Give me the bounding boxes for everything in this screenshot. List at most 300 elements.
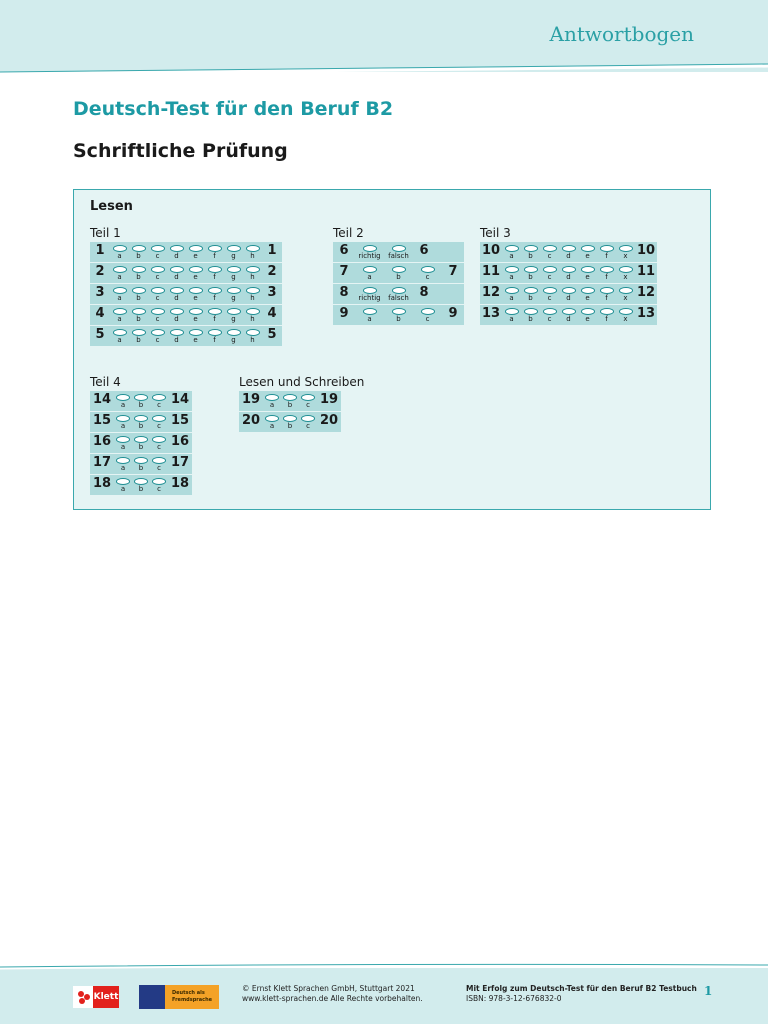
- answer-option[interactable]: [521, 284, 540, 303]
- answer-bubble[interactable]: [246, 329, 260, 336]
- answer-option[interactable]: [384, 242, 413, 261]
- answer-option[interactable]: [559, 242, 578, 261]
- answer-bubble[interactable]: [170, 266, 184, 273]
- answer-option[interactable]: [132, 412, 150, 431]
- answer-bubble[interactable]: [132, 308, 146, 315]
- option-label: c: [155, 294, 160, 302]
- option-label: c: [157, 443, 161, 451]
- answer-bubble[interactable]: [113, 266, 127, 273]
- option-label: c: [157, 485, 161, 493]
- answer-bubble[interactable]: [392, 287, 406, 294]
- answer-bubble[interactable]: [189, 329, 203, 336]
- answer-option[interactable]: [150, 454, 168, 473]
- answer-option[interactable]: [597, 305, 616, 324]
- answer-option[interactable]: [150, 412, 168, 431]
- answer-option[interactable]: [167, 242, 186, 261]
- answer-bubble[interactable]: [619, 245, 633, 252]
- answer-option[interactable]: [384, 284, 413, 303]
- answer-bubble[interactable]: [134, 457, 148, 464]
- answer-option[interactable]: [413, 263, 442, 282]
- answer-bubble[interactable]: [619, 287, 633, 294]
- option-label: a: [117, 294, 122, 302]
- answer-bubble[interactable]: [619, 266, 633, 273]
- answer-option[interactable]: [540, 284, 559, 303]
- answer-option[interactable]: [616, 263, 635, 282]
- answer-option[interactable]: [281, 391, 299, 410]
- answer-option[interactable]: [263, 391, 281, 410]
- answer-bubble[interactable]: [524, 287, 538, 294]
- answer-option[interactable]: [243, 242, 262, 261]
- answer-option[interactable]: [205, 305, 224, 324]
- option-label: c: [155, 315, 160, 323]
- option-label: e: [193, 294, 198, 302]
- answer-bubble[interactable]: [116, 415, 130, 422]
- option-label: c: [155, 252, 160, 260]
- item-number: 10: [636, 243, 656, 258]
- answer-bubble[interactable]: [208, 245, 222, 252]
- answer-bubble[interactable]: [600, 266, 614, 273]
- option-label: a: [117, 336, 122, 344]
- option-label: b: [136, 252, 141, 260]
- answer-row: [90, 284, 282, 304]
- answer-bubble[interactable]: [227, 245, 241, 252]
- option-label: c: [306, 422, 310, 430]
- answer-bubble[interactable]: [301, 415, 315, 422]
- answer-option[interactable]: [114, 454, 132, 473]
- answer-bubble[interactable]: [227, 287, 241, 294]
- item-number: 2: [95, 264, 105, 279]
- answer-option[interactable]: [114, 433, 132, 452]
- answer-option[interactable]: [186, 284, 205, 303]
- answer-bubble[interactable]: [170, 308, 184, 315]
- answer-bubble[interactable]: [562, 308, 576, 315]
- answer-option[interactable]: [148, 242, 167, 261]
- answer-bubble[interactable]: [132, 329, 146, 336]
- answer-option[interactable]: [110, 284, 129, 303]
- answer-option[interactable]: [578, 284, 597, 303]
- page-title: Deutsch-Test für den Beruf B2: [73, 98, 394, 120]
- answer-row: [90, 433, 192, 453]
- part-label: Teil 2: [333, 226, 364, 240]
- answer-option[interactable]: [186, 305, 205, 324]
- option-label: f: [605, 294, 608, 302]
- option-label: h: [250, 273, 255, 281]
- answer-row: [480, 263, 657, 283]
- answer-option[interactable]: [355, 284, 384, 303]
- answer-option[interactable]: [578, 305, 597, 324]
- answer-option[interactable]: [150, 391, 168, 410]
- answer-option[interactable]: [186, 326, 205, 345]
- answer-bubble[interactable]: [421, 308, 435, 315]
- answer-bubble[interactable]: [170, 329, 184, 336]
- answer-option[interactable]: [355, 263, 384, 282]
- answer-bubble[interactable]: [600, 287, 614, 294]
- answer-option[interactable]: [129, 263, 148, 282]
- item-number: 13: [481, 306, 501, 321]
- option-label: falsch: [388, 294, 409, 302]
- option-label: d: [174, 273, 179, 281]
- answer-bubble[interactable]: [208, 329, 222, 336]
- answer-bubble[interactable]: [227, 266, 241, 273]
- answer-bubble[interactable]: [170, 245, 184, 252]
- answer-bubble[interactable]: [246, 308, 260, 315]
- answer-bubble[interactable]: [152, 415, 166, 422]
- answer-bubble[interactable]: [151, 245, 165, 252]
- item-number: 19: [319, 392, 339, 407]
- answer-option[interactable]: [150, 475, 168, 494]
- answer-bubble[interactable]: [113, 245, 127, 252]
- answer-bubble[interactable]: [132, 266, 146, 273]
- option-label: d: [174, 336, 179, 344]
- answer-options: [114, 391, 168, 410]
- answer-option[interactable]: [597, 242, 616, 261]
- option-label: b: [138, 401, 144, 409]
- answer-option[interactable]: [205, 326, 224, 345]
- answer-bubble[interactable]: [134, 436, 148, 443]
- answer-options: [263, 412, 317, 431]
- item-number: 16: [92, 434, 112, 449]
- answer-option[interactable]: [167, 284, 186, 303]
- answer-option[interactable]: [384, 263, 413, 282]
- answer-bubble[interactable]: [116, 478, 130, 485]
- footer-divider: [0, 960, 768, 972]
- item-number: 15: [92, 413, 112, 428]
- option-label: b: [528, 294, 533, 302]
- option-label: b: [138, 464, 144, 472]
- answer-option[interactable]: [186, 263, 205, 282]
- answer-bubble[interactable]: [581, 287, 595, 294]
- answer-option[interactable]: [110, 326, 129, 345]
- option-label: a: [367, 315, 372, 323]
- answer-bubble[interactable]: [152, 394, 166, 401]
- answer-option[interactable]: [263, 412, 281, 431]
- answer-bubble[interactable]: [151, 266, 165, 273]
- section-title: Antwortbogen: [549, 22, 694, 46]
- option-label: c: [547, 252, 552, 260]
- answer-option[interactable]: [148, 263, 167, 282]
- answer-bubble[interactable]: [524, 266, 538, 273]
- answer-option[interactable]: [114, 475, 132, 494]
- item-number: 19: [241, 392, 261, 407]
- answer-option[interactable]: [559, 263, 578, 282]
- answer-bubble[interactable]: [562, 245, 576, 252]
- answer-option[interactable]: [521, 263, 540, 282]
- daf-logo: [139, 985, 219, 1009]
- answer-bubble[interactable]: [301, 394, 315, 401]
- option-label: e: [585, 315, 590, 323]
- option-label: a: [509, 315, 514, 323]
- option-label: a: [120, 401, 126, 409]
- answer-option[interactable]: [597, 263, 616, 282]
- answer-options: [114, 454, 168, 473]
- option-label: d: [566, 252, 571, 260]
- option-label: richtig: [358, 252, 381, 260]
- answer-option[interactable]: [355, 305, 384, 324]
- answer-option[interactable]: [540, 305, 559, 324]
- option-label: f: [605, 315, 608, 323]
- answer-option[interactable]: [540, 242, 559, 261]
- option-label: b: [136, 336, 141, 344]
- answer-bubble[interactable]: [116, 394, 130, 401]
- option-label: b: [528, 315, 533, 323]
- answer-option[interactable]: [243, 305, 262, 324]
- answer-bubble[interactable]: [283, 394, 297, 401]
- answer-bubble[interactable]: [505, 308, 519, 315]
- answer-row: [90, 305, 282, 325]
- answer-row: [239, 391, 341, 411]
- answer-option[interactable]: [224, 305, 243, 324]
- answer-option[interactable]: [129, 284, 148, 303]
- answer-bubble[interactable]: [363, 245, 377, 252]
- answer-option[interactable]: [502, 242, 521, 261]
- answer-option[interactable]: [205, 284, 224, 303]
- option-label: b: [287, 422, 293, 430]
- answer-option[interactable]: [502, 263, 521, 282]
- option-label: a: [120, 485, 126, 493]
- answer-bubble[interactable]: [113, 287, 127, 294]
- option-label: a: [120, 464, 126, 472]
- option-label: d: [174, 315, 179, 323]
- item-number: 8: [419, 285, 429, 300]
- option-label: e: [585, 273, 590, 281]
- answer-option[interactable]: [559, 305, 578, 324]
- option-label: c: [155, 273, 160, 281]
- answer-bubble[interactable]: [189, 266, 203, 273]
- answer-option[interactable]: [299, 391, 317, 410]
- answer-bubble[interactable]: [152, 457, 166, 464]
- option-label: e: [193, 336, 198, 344]
- option-label: a: [117, 252, 122, 260]
- answer-row: [480, 242, 657, 262]
- answer-bubble[interactable]: [134, 478, 148, 485]
- answer-option[interactable]: [114, 391, 132, 410]
- answer-option[interactable]: [148, 284, 167, 303]
- answer-options: [355, 242, 413, 261]
- answer-option[interactable]: [224, 242, 243, 261]
- answer-options: [502, 242, 635, 261]
- answer-row: [239, 412, 341, 432]
- answer-option[interactable]: [132, 391, 150, 410]
- answer-option[interactable]: [243, 326, 262, 345]
- option-label: b: [396, 273, 401, 281]
- option-label: b: [136, 273, 141, 281]
- answer-bubble[interactable]: [208, 308, 222, 315]
- answer-bubble[interactable]: [208, 287, 222, 294]
- answer-option[interactable]: [616, 284, 635, 303]
- daf-logo-line: Deutsch als: [172, 990, 205, 996]
- answer-bubble[interactable]: [246, 245, 260, 252]
- answer-bubble[interactable]: [132, 245, 146, 252]
- answer-bubble[interactable]: [581, 308, 595, 315]
- answer-bubble[interactable]: [265, 394, 279, 401]
- option-label: g: [231, 336, 236, 344]
- answer-option[interactable]: [502, 305, 521, 324]
- klett-mark-icon: [75, 988, 93, 1006]
- answer-bubble[interactable]: [113, 308, 127, 315]
- answer-bubble[interactable]: [151, 287, 165, 294]
- option-label: h: [250, 336, 255, 344]
- answer-bubble[interactable]: [392, 308, 406, 315]
- option-label: h: [250, 252, 255, 260]
- option-label: falsch: [388, 252, 409, 260]
- option-label: b: [528, 273, 533, 281]
- item-number: 8: [339, 285, 349, 300]
- answer-bubble[interactable]: [116, 457, 130, 464]
- answer-bubble[interactable]: [152, 478, 166, 485]
- item-number: 15: [170, 413, 190, 428]
- answer-bubble[interactable]: [227, 329, 241, 336]
- answer-bubble[interactable]: [227, 308, 241, 315]
- answer-bubble[interactable]: [543, 287, 557, 294]
- answer-bubble[interactable]: [392, 266, 406, 273]
- answer-bubble[interactable]: [246, 287, 260, 294]
- answer-option[interactable]: [186, 242, 205, 261]
- answer-bubble[interactable]: [392, 245, 406, 252]
- answer-bubble[interactable]: [113, 329, 127, 336]
- option-label: a: [117, 273, 122, 281]
- answer-option[interactable]: [167, 305, 186, 324]
- answer-option[interactable]: [167, 326, 186, 345]
- answer-bubble[interactable]: [283, 415, 297, 422]
- answer-option[interactable]: [132, 475, 150, 494]
- part-rows: [90, 391, 192, 496]
- answer-bubble[interactable]: [524, 245, 538, 252]
- answer-option[interactable]: [597, 284, 616, 303]
- answer-bubble[interactable]: [152, 436, 166, 443]
- answer-options: [502, 284, 635, 303]
- answer-option[interactable]: [148, 326, 167, 345]
- answer-option[interactable]: [110, 242, 129, 261]
- answer-bubble[interactable]: [265, 415, 279, 422]
- item-number: 14: [170, 392, 190, 407]
- answer-bubble[interactable]: [363, 308, 377, 315]
- answer-option[interactable]: [243, 263, 262, 282]
- answer-bubble[interactable]: [581, 245, 595, 252]
- daf-logo-mark: [139, 985, 165, 1009]
- answer-option[interactable]: [521, 305, 540, 324]
- option-label: b: [528, 252, 533, 260]
- answer-bubble[interactable]: [562, 266, 576, 273]
- page-subtitle: Schriftliche Prüfung: [73, 140, 288, 162]
- answer-row: [90, 263, 282, 283]
- answer-option[interactable]: [110, 263, 129, 282]
- answer-option[interactable]: [224, 326, 243, 345]
- item-number: 7: [448, 264, 458, 279]
- answer-options: [355, 284, 413, 303]
- answer-option[interactable]: [114, 412, 132, 431]
- answer-option[interactable]: [559, 284, 578, 303]
- answer-row: [90, 454, 192, 474]
- answer-bubble[interactable]: [363, 287, 377, 294]
- option-label: b: [396, 315, 401, 323]
- answer-bubble[interactable]: [421, 266, 435, 273]
- answer-bubble[interactable]: [208, 266, 222, 273]
- answer-bubble[interactable]: [524, 308, 538, 315]
- answer-bubble[interactable]: [132, 287, 146, 294]
- answer-option[interactable]: [224, 263, 243, 282]
- answer-option[interactable]: [616, 305, 635, 324]
- answer-bubble[interactable]: [600, 308, 614, 315]
- answer-bubble[interactable]: [134, 394, 148, 401]
- answer-option[interactable]: [413, 305, 442, 324]
- answer-option[interactable]: [148, 305, 167, 324]
- answer-bubble[interactable]: [543, 266, 557, 273]
- answer-option[interactable]: [281, 412, 299, 431]
- item-number: 10: [481, 243, 501, 258]
- answer-option[interactable]: [132, 433, 150, 452]
- answer-option[interactable]: [243, 284, 262, 303]
- answer-bubble[interactable]: [151, 308, 165, 315]
- answer-row: [333, 263, 464, 283]
- answer-option[interactable]: [129, 305, 148, 324]
- answer-option[interactable]: [578, 263, 597, 282]
- option-label: a: [117, 315, 122, 323]
- answer-option[interactable]: [616, 242, 635, 261]
- part-rows: [90, 242, 282, 347]
- answer-bubble[interactable]: [189, 245, 203, 252]
- page-number: 1: [704, 984, 713, 998]
- answer-option[interactable]: [355, 242, 384, 261]
- option-label: f: [605, 252, 608, 260]
- answer-bubble[interactable]: [151, 329, 165, 336]
- option-label: b: [138, 422, 144, 430]
- answer-row: [333, 284, 464, 304]
- answer-bubble[interactable]: [543, 245, 557, 252]
- answer-option[interactable]: [205, 263, 224, 282]
- answer-bubble[interactable]: [189, 287, 203, 294]
- answer-option[interactable]: [521, 242, 540, 261]
- answer-bubble[interactable]: [562, 287, 576, 294]
- answer-option[interactable]: [129, 242, 148, 261]
- answer-option[interactable]: [150, 433, 168, 452]
- answer-bubble[interactable]: [505, 287, 519, 294]
- answer-option[interactable]: [205, 242, 224, 261]
- answer-bubble[interactable]: [505, 266, 519, 273]
- answer-bubble[interactable]: [581, 266, 595, 273]
- answer-option[interactable]: [502, 284, 521, 303]
- answer-bubble[interactable]: [543, 308, 557, 315]
- answer-option[interactable]: [110, 305, 129, 324]
- answer-bubble[interactable]: [600, 245, 614, 252]
- answer-bubble[interactable]: [189, 308, 203, 315]
- item-number: 18: [170, 476, 190, 491]
- answer-row: [90, 412, 192, 432]
- answer-bubble[interactable]: [619, 308, 633, 315]
- option-label: b: [136, 315, 141, 323]
- answer-option[interactable]: [578, 242, 597, 261]
- answer-bubble[interactable]: [505, 245, 519, 252]
- answer-option[interactable]: [299, 412, 317, 431]
- answer-bubble[interactable]: [116, 436, 130, 443]
- item-number: 7: [339, 264, 349, 279]
- option-label: f: [213, 294, 216, 302]
- answer-option[interactable]: [132, 454, 150, 473]
- answer-bubble[interactable]: [134, 415, 148, 422]
- answer-option[interactable]: [129, 326, 148, 345]
- answer-option[interactable]: [384, 305, 413, 324]
- answer-option[interactable]: [167, 263, 186, 282]
- answer-bubble[interactable]: [246, 266, 260, 273]
- answer-option[interactable]: [540, 263, 559, 282]
- answer-bubble[interactable]: [363, 266, 377, 273]
- option-label: c: [157, 422, 161, 430]
- part-label: Lesen und Schreiben: [239, 375, 365, 389]
- answer-option[interactable]: [224, 284, 243, 303]
- answer-bubble[interactable]: [170, 287, 184, 294]
- answer-options: [110, 305, 262, 324]
- copyright: [242, 984, 423, 1004]
- item-number: 4: [267, 306, 277, 321]
